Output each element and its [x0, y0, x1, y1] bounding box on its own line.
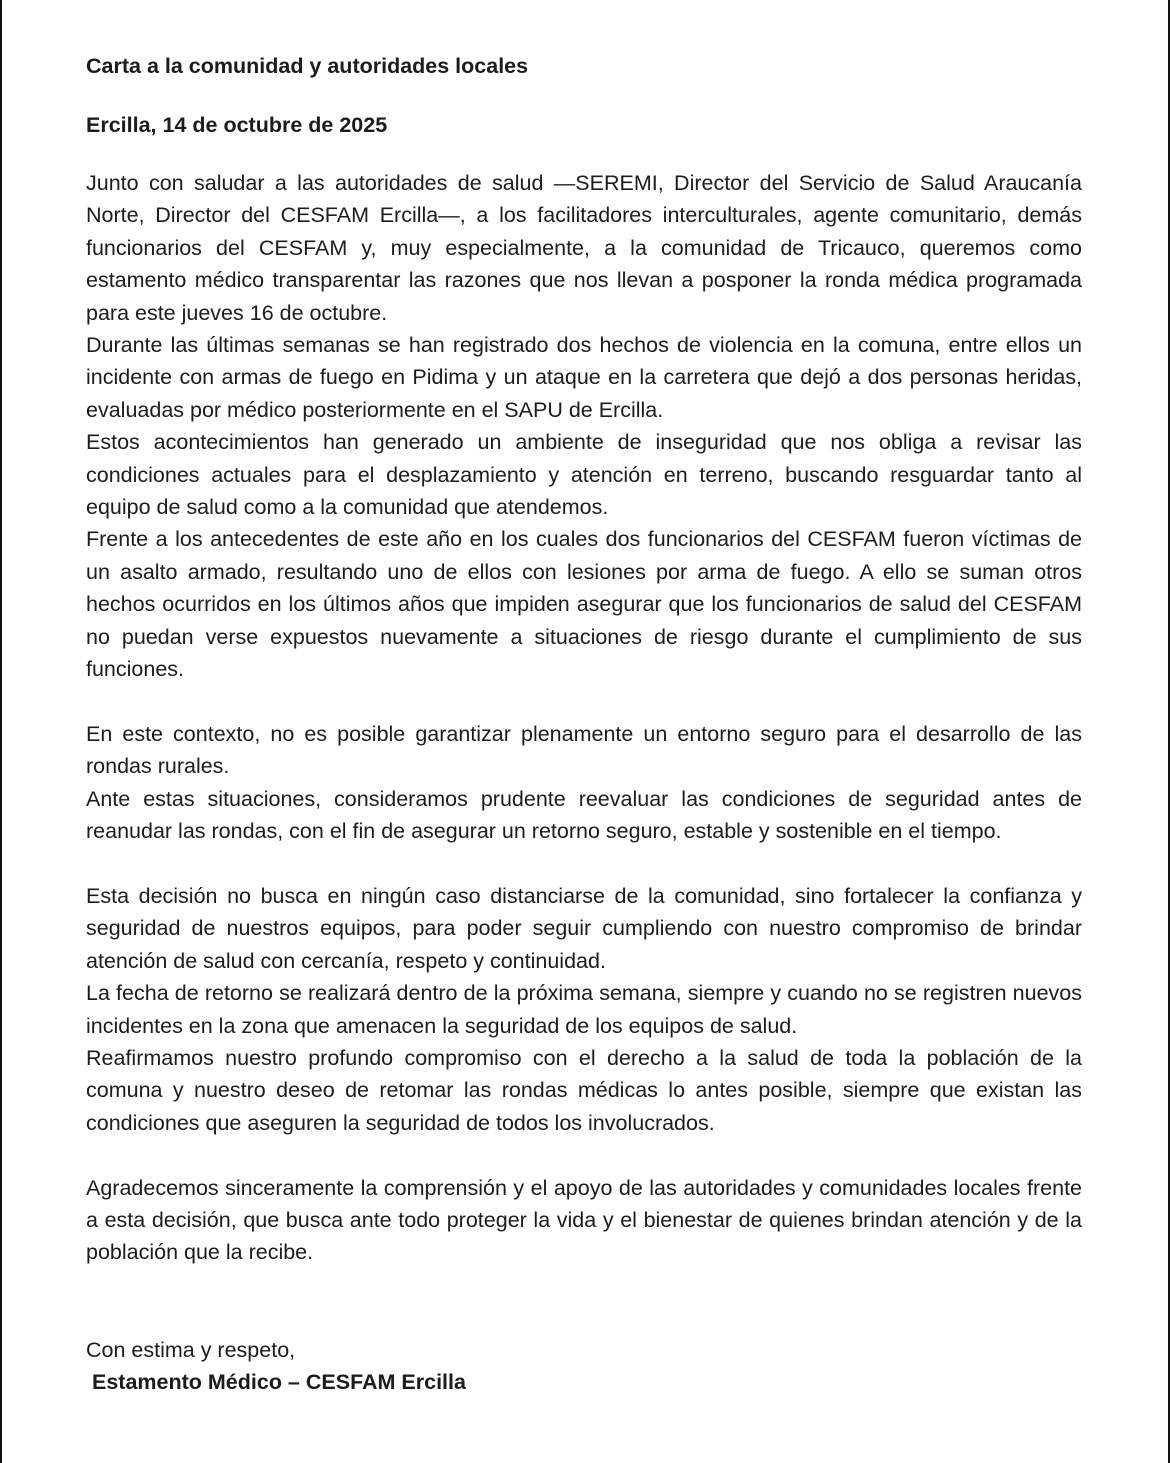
paragraph-insecurity: Estos acontecimientos han generado un ambiente de inseguridad que nos obliga a revisar las condiciones actuales para el desplazamiento y atención en terreno, buscando resguardar tanto al equipo de salud como a la comunidad que atendemos.	[86, 430, 1082, 520]
paragraph-background: Frente a los antecedentes de este año en los cuales dos funcionarios del CESFAM fueron víctimas de un asalto armado, resultando uno de ellos con lesiones por arma de fuego. A ello se suman otros hechos ocurridos en los últimos años que impiden asegurar que los funcionarios de salud del CESFAM no puedan verse expuestos nuevamente a situaciones de riesgo durante el cumplimiento de sus funciones.	[86, 527, 1082, 682]
spacer	[86, 1139, 1082, 1171]
spacer	[86, 848, 1082, 880]
letter-body	[86, 167, 1082, 1398]
letter-place-date: Ercilla, 14 de octubre de 2025	[86, 113, 388, 137]
letter-content	[86, 50, 1082, 1398]
paragraph-violence-events: Durante las últimas semanas se han registrado dos hechos de violencia en la comuna, entre ellos un incidente con armas de fuego en Pidima y un ataque en la carretera que dejó a dos personas heridas, evaluadas por médico posteriormente en el SAPU de Ercilla.	[86, 333, 1082, 422]
letter-title: Carta a la comunidad y autoridades locales	[86, 54, 529, 78]
letter-closing: Con estima y respeto,	[86, 1337, 296, 1362]
spacer	[86, 1269, 1082, 1301]
letter-signature: Estamento Médico – CESFAM Ercilla	[92, 1369, 466, 1394]
paragraph-decision: Esta decisión no busca en ningún caso distanciarse de la comunidad, sino fortalecer la confianza y seguridad de nuestros equipos, para poder seguir cumpliendo con nuestro compromiso de brindar atención de salud con cercanía, respeto y continuidad.	[86, 883, 1082, 973]
spacer	[86, 1301, 1082, 1333]
paragraph-context: En este contexto, no es posible garantizar plenamente un entorno seguro para el desarrollo de las rondas rurales.	[86, 721, 1082, 779]
paragraph-greeting: Junto con saludar a las autoridades de salud —SEREMI, Director del Servicio de Salud Araucanía Norte, Director del CESFAM Ercilla—, a los facilitadores interculturales, agente comunitario, demás funcionarios del CESFAM y, muy especialmente, a la comunidad de Tricauco, queremos como estamento médico transparentar las razones que nos llevan a posponer la ronda médica programada para este jueves 16 de octubre.	[86, 171, 1082, 325]
paragraph-return-date: La fecha de retorno se realizará dentro de la próxima semana, siempre y cuando no se registren nuevos incidentes en la zona que amenacen la seguridad de los equipos de salud.	[86, 981, 1082, 1038]
paragraph-thanks: Agradecemos sinceramente la comprensión y el apoyo de las autoridades y comunidades locales frente a esta decisión, que busca ante todo proteger la vida y el bienestar de quienes brindan atención y de la población que la recibe.	[86, 1175, 1082, 1265]
paragraph-reevaluate: Ante estas situaciones, consideramos prudente reevaluar las condiciones de seguridad antes de reanudar las rondas, con el fin de asegurar un retorno seguro, estable y sostenible en el tiempo.	[86, 786, 1082, 844]
paragraph-commitment: Reafirmamos nuestro profundo compromiso con el derecho a la salud de toda la población de la comuna y nuestro deseo de retomar las rondas médicas lo antes posible, siempre que existan las condiciones que aseguren la seguridad de todos los involucrados.	[86, 1045, 1082, 1135]
spacer	[86, 686, 1082, 718]
